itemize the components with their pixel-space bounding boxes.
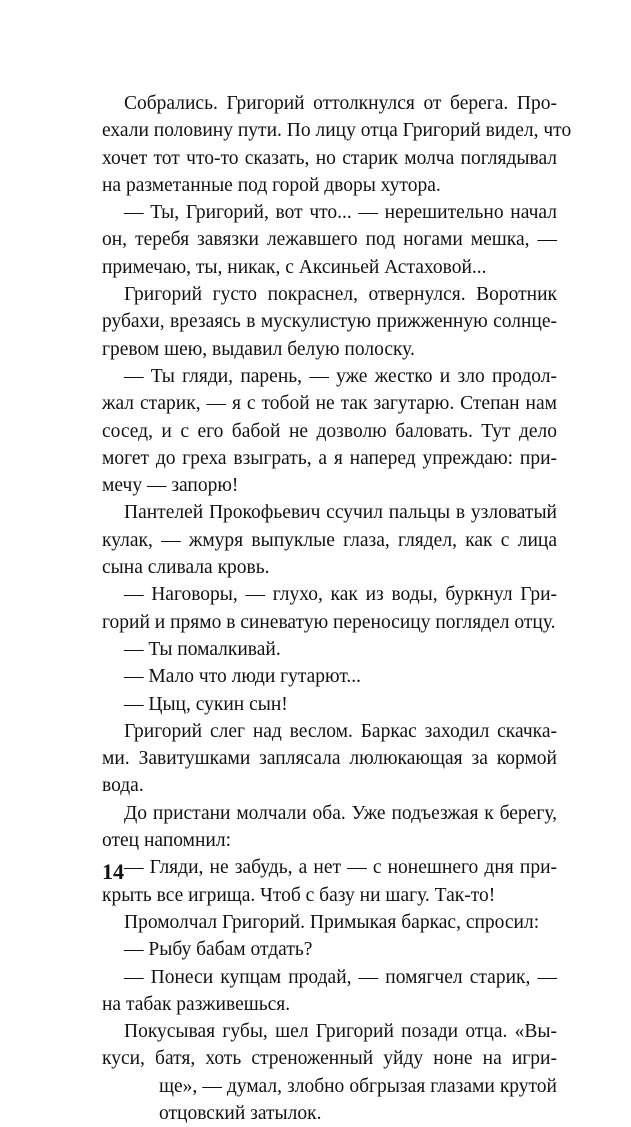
text-line: сына сливала кровь. (102, 557, 270, 579)
text-line: — Мало что люди гутарют... (124, 666, 362, 688)
text-line: Собрались. Григорий оттолкнулся от берега. Про- (124, 93, 557, 114)
text-line: хочет тот что-то сказать, но старик молча поглядывал (102, 147, 557, 169)
body-text (102, 90, 572, 1127)
text-line: куси, батя, хоть стреноженный уйду ноне на игри- (102, 1048, 557, 1070)
text-line: — Цыц, сукин сын! (124, 693, 288, 715)
text-line: Григорий густо покраснел, отвернулся. Воротник (124, 284, 557, 306)
text-line: жал старик, — я с тобой не так загутарю. Степан нам (102, 393, 557, 415)
text-line: ще», — думал, злобно обгрызая глазами крутой (159, 1075, 557, 1097)
text-line: — Ты гляди, парень, — уже жестко и зло продол- (124, 365, 557, 387)
text-line: — Рыбу бабам отдать? (124, 939, 313, 961)
text-line: сосед, и с его бабой не дозволю баловать. Тут дело (102, 420, 557, 442)
text-line: До пристани молчали оба. Уже подъезжая к берегу, (124, 802, 557, 824)
text-line: отцовский затылок. (159, 1102, 322, 1124)
text-line: на разметанные под горой дворы хутора. (102, 174, 441, 196)
page-number: 14 (102, 859, 124, 884)
text-line: — Гляди, не забудь, а нет — с нонешнего дня при- (124, 857, 557, 879)
text-line: примечаю, ты, никак, с Аксиньей Астаховой... (102, 256, 487, 278)
text-line: рубахи, врезаясь в мускулистую прижженную солнце- (102, 311, 557, 333)
text-line: мечу — запорю! (102, 475, 239, 497)
text-line: он, теребя завязки лежавшего под ногами мешка, — (102, 229, 557, 251)
text-line: Покусывая губы, шел Григорий позади отца. «Вы- (124, 1021, 557, 1043)
text-line: Промолчал Григорий. Примыкая баркас, спросил: (124, 911, 540, 933)
text-line: Пантелей Прокофьевич ссучил пальцы в узловатый (124, 502, 557, 524)
text-line: кулак, — жмуря выпуклые глаза, глядел, как с лица (102, 529, 557, 551)
text-line: — Понеси купцам продай, — помягчел старик, — (124, 966, 557, 988)
text-line: горий и прямо в синеватую переносицу поглядел отцу. (102, 611, 556, 633)
text-line: могет до греха взыграть, а я наперед упреждаю: при- (102, 447, 557, 469)
text-line: вода. (102, 775, 144, 797)
text-line: на табак разживешься. (102, 993, 291, 1015)
text-line: гревом шею, выдавил белую полоску. (102, 338, 415, 360)
text-line: ми. Завитушками заплясала люлюкающая за кормой (102, 748, 557, 770)
text-line: ехали половину пути. По лицу отца Григорий видел, что (102, 120, 572, 142)
text-line: Григорий слег над веслом. Баркас заходил скачка- (124, 720, 557, 742)
text-line: — Ты помалкивай. (124, 638, 281, 660)
text-line: отец напомнил: (102, 830, 231, 852)
text-line: крыть все игрища. Чтоб с базу ни шагу. Так-то! (102, 884, 496, 906)
text-line: — Ты, Григорий, вот что... — нерешительно начал (124, 202, 557, 224)
text-line: — Наговоры, — глухо, как из воды, буркнул Гри- (124, 584, 557, 606)
